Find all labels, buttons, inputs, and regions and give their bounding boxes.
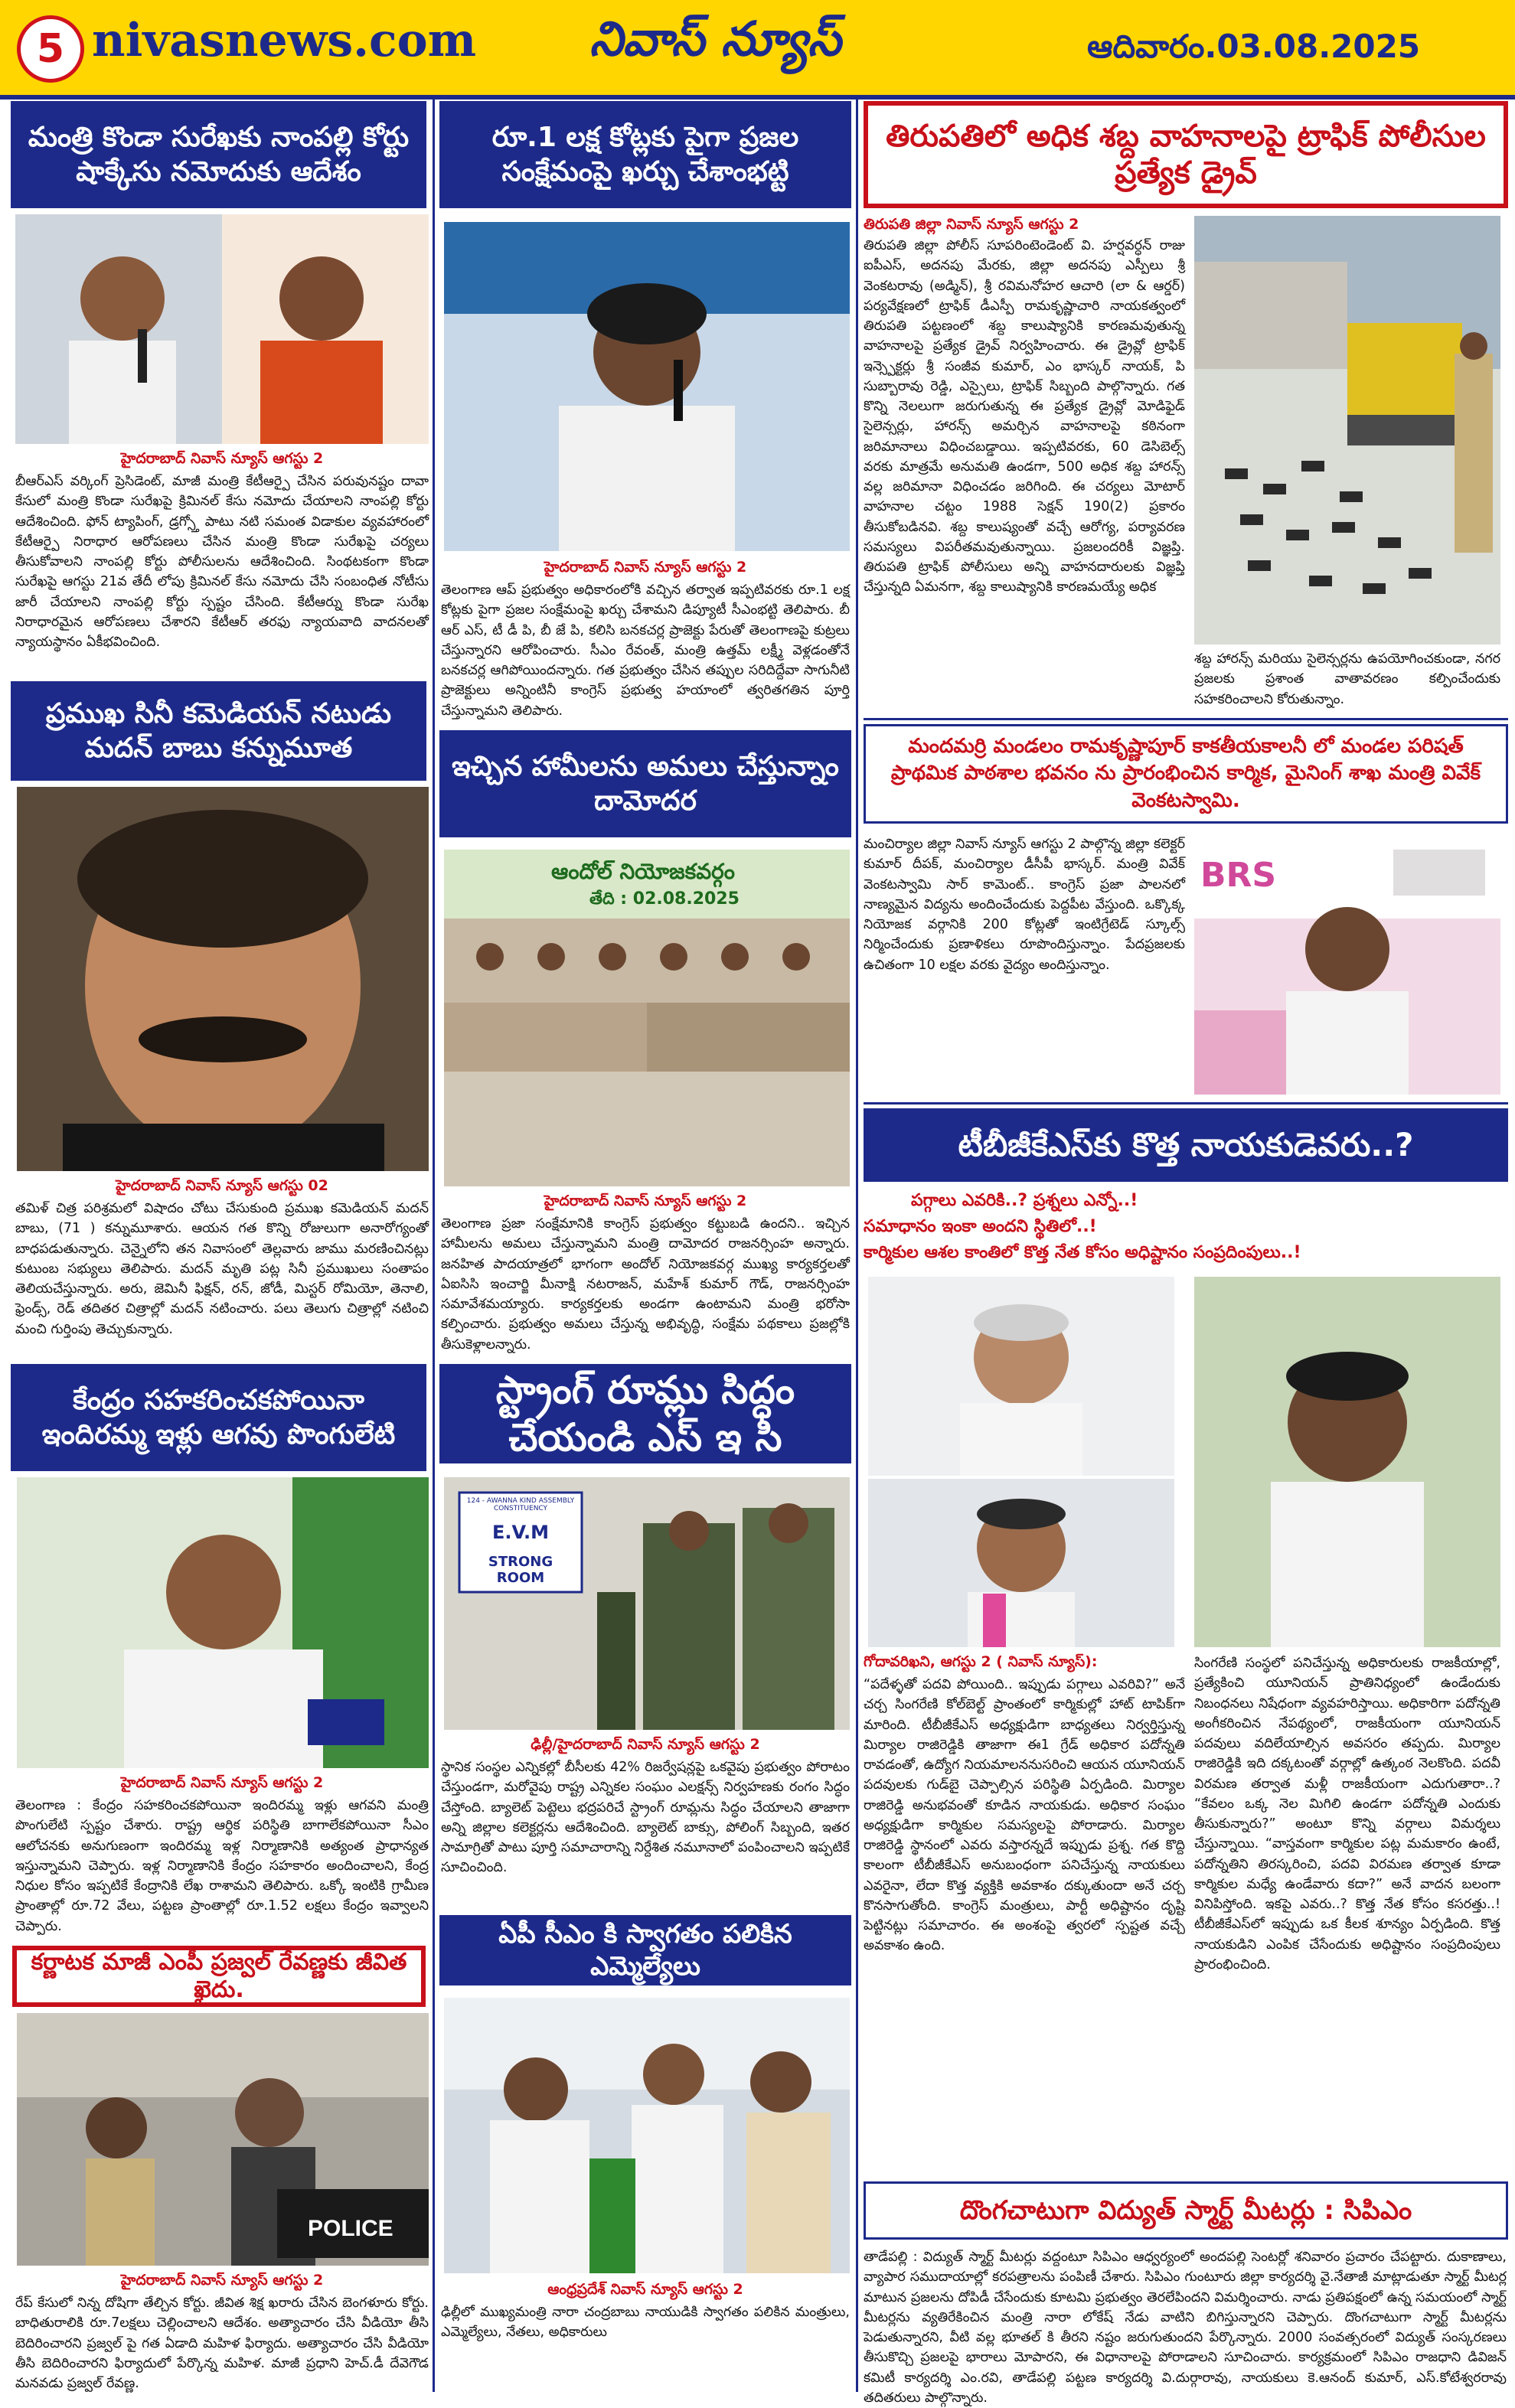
article-body: తమిళ్ చిత్ర పరిశ్రమలో విషాదం చోటు చేసుకుంది ప్రముఖ కమెడియన్ మదన్ బాబు, (71 ) కన్నుమూశారు. ఆయన గత కొన్ని రోజులుగా అనారోగ్యంతో బాధపడుతున్నారు. చెన్నైలోని తన నివాసంలో తెల్లవారు జాము మరణించినట్లు కుటుంబ సభ్యులు తెలిపారు. మదన్ మృతి పట్ల సినీ ప్రముఖులు సంతాపం తెలియచేస్తున్నారు. అరు, జెమినీ ఫిక్షన్, రన్, జోడీ, మిస్టర్ రోమియో, తెనాలి, ఫ్రెండ్స్, రెడ్ తదితర చిత్రాల్లో మదన్ నటించారు. పలు తెలుగు చిత్రాల్లో నటించి మంచి గుర్తింపు తెచ్చుకున్నారు. [15, 1201, 429, 1337]
meeting-banner-date: తేది : 02.08.2025 [589, 889, 740, 909]
headline-ponguleti[interactable]: కేంద్రం సహకరించకపోయినా ఇందిరమ్మ ఇళ్లు ఆగవు పొంగులేటి [11, 1364, 426, 1471]
photo-madan-babu [17, 787, 429, 1171]
headline-smart-meters[interactable]: దొంగచాటుగా విద్యుత్ స్మార్ట్ మీటర్లు : సిపిఎం [864, 2181, 1508, 2240]
article-body: “పదేళ్ళతో పదవి పోయింది.. ఇప్పుడు పగ్గాలు ఎవరివి?” అనే చర్చ సింగరేణి కోల్‌బెల్ట్ ప్రాంతంలో కార్మికుల్లో హాట్ టాపిక్‌గా మారింది. టీబీజీకేఎస్ అధ్యక్షుడిగా బాధ్యతలు నిర్వర్తిస్తున్న మిర్యాల రాజిరెడ్డికి తాజాగా ఈ1 గ్రేడ్ అధికార పదోన్నతి రావడంతో, ఉద్యోగ నియమాలననుసరించి ఆయన యూనియన్ పదవులకు గుడ్‌బై చెప్పాల్సిన పరిస్థితి ఏర్పడింది. మిర్యాల రాజిరెడ్డి అనుభవంతో కూడిన నాయకుడు. అధికార సంఘం అధ్యక్షుడిగా కార్మికుల సమస్యలపై పోరాడారు. మిర్యాల రాజిరెడ్డి స్థానంలో ఎవరు వస్తారన్నదే ఇప్పుడు ప్రశ్న. గత కొద్ది కాలంగా టీబీజీకేఎస్ అనుబంధంగా పనిచేస్తున్న నాయకులు ఎవరైనా, లేదా కొత్త వ్యక్తికి అవకాశం దక్కుతుందా అనే చర్చ కొనసాగుతోంది. కాంగ్రెస్ మంత్రులు, పార్టీ అధిష్టానం దృష్టి పెట్టినట్లు సమాచారం. ఈ అంశంపై త్వరలో స్పష్టత వచ్చే అవకాశం ఉంది. [864, 1677, 1185, 1954]
headline-bhatti[interactable]: రూ.1 లక్ష కోట్లకు పైగా ప్రజల సంక్షేమంపై ఖర్చు చేశాంభట్టి [439, 101, 851, 208]
article-body: సింగరేణి సంస్థలో పనిచేస్తున్న అధికారులకు రాజకీయాల్లో, ప్రత్యేకించి యూనియన్ ప్రాతినిధ్యంలో ఉండేందుకు నిబంధనలు నిషేధంగా వ్యవహరిస్తాయి. అధికారిగా పదోన్నతి అంగీకరించిన నేపథ్యంలో, రాజకీయంగా యూనియన్ పదవులు వదిలేయాల్సిన అవసరం తప్పదు. మిర్యాల రాజిరెడ్డికి ఇది దక్కటంతో వర్గాల్లో ఉత్కంఠ నెలకొంది. పదవీ విరమణ తర్వాత మళ్లీ రాజకీయంగా ఎదుగుతారా..? “కేవలం ఒక్క నెల మిగిలి ఉండగా పదోన్నతి ఎందుకు తీసుకున్నారు?” అంటూ కొన్ని వర్గాలు విమర్శలు చేస్తున్నాయి. “వాస్తవంగా కార్మికుల పట్ల మమకారం ఉంటే, పదోన్నతిని తిరస్కరించి, పదవి విరమణ తర్వాత కూడా కార్మికుల మధ్యే ఉండేవారు కదా?” అనే వాదన బలంగా వినిపిస్తోంది. ఇకపై ఎవరు..? కొత్త నేత కోసం కసరత్తు..! టీబీజీకేఎస్‌లో ఇప్పుడు ఒక కీలక శూన్యం ఏర్పడింది. కొత్త నాయకుడిని ఎంపిక చేసేందుకు అధిష్టానం సంప్రదింపులు ప్రారంభించింది. [1194, 1656, 1500, 1972]
headline-madan-babu[interactable]: ప్రముఖ సినీ కమెడియన్ నటుడు మదన్ బాబు కన్నుమూత [11, 681, 426, 781]
headline-vivek-school[interactable]: మందమర్రి మండలం రామకృష్ణాపూర్ కాకతీయకాలనీ లో మండల పరిషత్ ప్రాథమిక పాఠశాల భవనం ను ప్రారంభించిన కార్మిక, మైనింగ్ శాఖ మంత్రి వివేక్ వెంకటస్వామి. [864, 724, 1508, 824]
column-divider [433, 100, 435, 2392]
photo-leader-1 [868, 1277, 1174, 1476]
photo-leader-2 [868, 1479, 1174, 1647]
headline-strong-rooms[interactable]: స్ట్రాంగ్ రూమ్లు సిద్ధం చేయండి ఎస్ ఇ సి [439, 1364, 851, 1463]
headline-damodara[interactable]: ఇచ్చిన హామీలను అమలు చేస్తున్నాం దామోదర [439, 730, 851, 837]
headline-prajwal-revanna[interactable]: కర్ణాటక మాజీ ఎంపీ ప్రజ్వల్ రేవణ్ణకు జీవిత ఖైదు. [12, 1946, 426, 2007]
article-body: రేప్ కేసులో నిన్న దోషిగా తేల్చిన కోర్టు. జీవిత శిక్ష ఖరారు చేసిన బెంగళూరు కోర్టు. బాధితురాలికి రూ.7లక్షలు చెల్లించాలని ఆదేశం. అత్యాచారం చేసి వీడియో తీసి బెదిరించారని ప్రజ్వల్ పై గత ఏడాది మహిళ ఫిర్యాదు. అత్యాచారం చేసి వీడియో తీసి బెదిరించారని ఫిర్యాదులో పేర్కొన్న మహిళ. మాజీ ప్రధాని హెచ్.డీ దేవెగౌడ మనవడు ప్రజ్వల్ రేవణ్ణ. [15, 2295, 429, 2391]
photo-andole-meeting [444, 850, 850, 1186]
headline-tbgks-leader[interactable]: టీబీజీకేఎస్‌కు కొత్త నాయకుడెవరు..? [864, 1108, 1508, 1182]
room-sign-top: 124 - AWANNA KIND ASSEMBLY CONSTITUENCY [466, 1497, 575, 1512]
photo-leader-3 [1194, 1277, 1500, 1647]
issue-date: ఆదివారం.03.08.2025 [1087, 28, 1421, 65]
photo-caption: శబ్ద హారన్స్ మరియు సైలెన్సర్లను ఉపయోగించకుండా, నగర ప్రజలకు ప్రశాంత వాతావరణం కల్పించేందుకు సహకరించాలని కోరుతున్నాం. [1194, 651, 1500, 707]
dateline: తిరుపతి జిల్లా నివాస్ న్యూస్ ఆగస్టు 2 [864, 216, 1079, 233]
article-body: మంచిర్యాల జిల్లా నివాస్ న్యూస్ ఆగస్టు 2 పాల్గొన్న జిల్లా కలెక్టర్ కుమార్ దీపక్, మంచిర్యాల డీసీపీ భాస్కర్. మంత్రి వివేక్ వెంకటస్వామి సార్ కామెంట్.. కాంగ్రెస్ ప్రజా పాలనలో నాణ్యమైన విద్యను అందించేందుకు పెద్దపీట వేస్తుంది. ఒక్కొక్క నియోజక వర్గానికి 200 కోట్లతో ఇంటిగ్రేటెడ్ స్కూల్స్ నిర్మించేందుకు ప్రణాళికలు రూపొందిస్తున్నాం. పేదప్రజలకు ఉచితంగా 10 లక్షల వరకు వైద్యం అందిస్తున్నాం. [864, 837, 1185, 973]
headline-konda-surekha[interactable]: మంత్రి కొండా సురేఖకు నాంపల్లి కోర్టు షాక్కేసు నమోదుకు ఆదేశం [11, 101, 426, 208]
newspaper-brand: నివాస్ న్యూస్ [589, 11, 841, 67]
dateline: హైదరాబాద్ నివాస్ న్యూస్ ఆగస్టు 2 [544, 1193, 747, 1209]
page-number: 5 [17, 15, 84, 83]
dateline: హైదరాబాద్ నివాస్ న్యూస్ ఆగస్టు 02 [116, 1177, 328, 1194]
article-body: తెలంగాణ ప్రజా సంక్షేమానికి కాంగ్రెస్ ప్రభుత్వం కట్టుబడి ఉందని.. ఇచ్చిన హామీలను అమలు చేస్తున్నామని మంత్రి దామోదర రాజనర్సింహ అన్నారు. జనహిత పాదయాత్రలో భాగంగా అందోల్ నియోజకవర్గ ముఖ్య కార్యకర్తలతో ఏఐసిసి ఇంచార్జి మీనాక్షి నటరాజన్, మహేశ్ కుమార్ గౌడ్, రాజనర్సింహ సమావేశమయ్యారు. కార్యకర్తలకు అండగా ఉంటామని మంత్రి భరోసా కల్పించారు. ప్రభుత్వం అమలు చేస్తున్న అభివృద్ధి, సంక్షేమ పథకాలు ప్రజల్లోకి తీసుకెళ్లాలన్నారు. [441, 1216, 850, 1352]
dateline: హైదరాబాద్ నివాస్ న్యూస్ ఆగస్టు 2 [544, 559, 747, 576]
headline-ap-cm[interactable]: ఏపీ సీఎం కి స్వాగతం పలికిన ఎమ్మెల్యేలు [439, 1915, 851, 1985]
photo-prajwal [17, 2013, 429, 2266]
dateline: ఆంధ్రప్రదేశ్ నివాస్ న్యూస్ ఆగస్టు 2 [547, 2281, 743, 2298]
photo-bhatti [444, 222, 850, 551]
dateline: హైదరాబాద్ నివాస్ న్యూస్ ఆగస్టు 2 [120, 450, 324, 467]
site-name[interactable]: nivasnews.com [92, 14, 477, 67]
photo-ktr-surekha [15, 214, 429, 444]
room-sign-strong-room: STRONG ROOM [488, 1554, 553, 1586]
room-sign-evm: E.V.M [492, 1522, 549, 1543]
section-divider [864, 718, 1508, 720]
photo-ap-cm [444, 1998, 850, 2273]
meeting-banner: ఆందోల్ నియోజకవర్గం [551, 859, 735, 884]
photo-vivek [1194, 834, 1500, 1095]
party-banner: BRS [1200, 856, 1277, 895]
article-body: తాడేపల్లి : విద్యుత్ స్మార్ట్ మీటర్లు వద్దంటూ సిపిఎం ఆధ్వర్యంలో అందపల్లి సెంటర్లో శనివారం ప్రచారం చేపట్టారు. దుకాణాలు, వ్యాపార సముదాయాల్లో కరపత్రాలను పంపిణీ చేశారు. సిపిఎం గుంటూరు జిల్లా కార్యదర్శి వై.నేతాజీ మాట్లాడుతూ స్మార్ట్ మీటర్ల మాటున ప్రజలను దోపిడీ చేసేందుకు కూటమి ప్రభుత్వం తెరలేపిందని విమర్శించారు. నాడు ప్రతిపక్షంలో ఉన్న సమయంలో స్మార్ట్ మీటర్లను వ్యతిరేకించిన మంత్రి నారా లోకేష్ నేడు వాటిని బిగిస్తున్నారని చెప్పారు. దొంగచాటుగా స్మార్ట్ మీటర్లను పెడుతున్నారని, వీటి వల్ల భూతల్ కి తీరని నష్టం జరుగుతుందని పేర్కొన్నారు. 2000 సంవత్సరంలో విద్యుత్ సంస్కరణలు తీసుకొచ్చి ప్రజలపై భారాలు మోపారని, ఈ విధానాలపై పోరాడాలని సూచించారు. కార్యక్రమంలో సిపిఎం రాజధాని డివిజన్ కమిటీ కార్యదర్శి ఎం.రవి, తాడేపల్లి పట్టణ కార్యదర్శి వి.దుర్గారావు, నాయకులు కె.ఆనంద్ కుమార్, ఎస్.కోటేశ్వరరావు తదితరులు పాల్గొన్నారు. [864, 2250, 1507, 2406]
dateline: హైదరాబాద్ నివాస్ న్యూస్ ఆగస్టు 2 [120, 1774, 324, 1791]
dateline: గోదావరిఖని, ఆగస్టు 2 ( నివాస్ న్యూస్): [864, 1653, 1098, 1670]
dateline: ఢిల్లీ/హైదరాబాద్ నివాస్ న్యూస్ ఆగస్టు 2 [531, 1736, 760, 1753]
section-divider [864, 1102, 1508, 1104]
photo-strong-room [444, 1477, 850, 1730]
photo-silencers-crushed [1194, 216, 1500, 644]
article-body: ఢిల్లీలో ముఖ్యమంత్రి నారా చంద్రబాబు నాయుడికి స్వాగతం పలికిన మంత్రులు, ఎమ్మెల్యేలు, నేతలు, అధికారులు [441, 2305, 850, 2341]
column-divider [856, 100, 858, 2392]
dateline: హైదరాబాద్ నివాస్ న్యూస్ ఆగస్టు 2 [120, 2272, 324, 2289]
article-body: బీఆర్ఎస్ వర్కింగ్ ప్రెసిడెంట్, మాజీ మంత్రి కేటీఆర్పై చేసిన పరువునష్టం దావా కేసులో మంత్రి కొండా సురేఖపై క్రిమినల్ కేసు నమోదు చేయాలని నాంపల్లి కోర్టు ఆదేశించింది. ఫోన్ ట్యాపింగ్, డ్రగ్స్తో పాటు నటి సమంత విడాకుల వ్యవహారంలో కేటీఆర్పై నిరాధార ఆరోపణలు చేసిన మంత్రి కొండా సురేఖపై చర్యలు తీసుకోవాలని నాంపల్లి కోర్టు పోలీసులను ఆదేశించింది. సింథటకంగా కొండా సురేఖపై ఆగస్టు 21వ తేదీ లోపు క్రిమినల్ కేసు నమోదు చేసి సంబంధిత నోటీసు జారీ చేయాలని నాంపల్లి కోర్టు స్పష్టం చేసింది. కేటీఆర్ను కొండా సురేఖ నిరాధారమైన ఆరోపణలు చేశారని కేటీఆర్ తరఫు న్యాయవాది వాదనలతో న్యాయస్థానం ఏకీభవించింది. [15, 474, 429, 650]
headline-tirupati-traffic[interactable]: తిరుపతిలో అధిక శబ్ద వాహనాలపై ట్రాఫిక్ పోలీసుల ప్రత్యేక డ్రైవ్ [864, 101, 1508, 208]
article-body: స్థానిక సంస్థల ఎన్నికల్లో బీసీలకు 42% రిజర్వేషన్లపై ఒకవైపు ప్రభుత్వం పోరాటం చేస్తుండగా, మరోవైపు రాష్ట్ర ఎన్నికల సంఘం ఎలక్షన్స్ నిర్వహణకు రంగం సిద్ధం చేస్తోంది. బ్యాలెట్ పెట్టెలు భద్రపరిచే స్ట్రాంగ్ రూమ్లను సిద్ధం చేయాలని తాజాగా అన్ని జిల్లాల కలెక్టర్లను ఆదేశించింది. బ్యాలెట్ బాక్సు, పోలింగ్ సిబ్బంది, ఇతర సామాగ్రితో పాటు పూర్తి సమాచారాన్ని నిర్దేశిత నమూనాలో పంపించాలని ఇప్పటికే సూచించింది. [441, 1760, 850, 1876]
photo-ponguleti [17, 1477, 429, 1768]
subhead: కార్మికుల ఆశల కాంతిలో కొత్త నేత కోసం అధిష్టానం సంప్రదింపులు..! [864, 1243, 1301, 1262]
article-body: తెలంగాణ : కేంద్రం సహకరించకపోయినా ఇందిరమ్మ ఇళ్లు ఆగవని మంత్రి పొంగులేటి స్పష్టం చేశారు. రాష్ట్ర ఆర్థిక పరిస్థితి బాగాలేకపోయినా సీఎం ఆలోచనకు అనుగుణంగా ఇందిరమ్మ ఇళ్ల నిర్మాణానికి అత్యంత ప్రాధాన్యత ఇస్తున్నామని చెప్పారు. ఇళ్ల నిర్మాణానికి కేంద్రం సహకారం అందించాలని, కేంద్ర నిధుల కోసం ఇప్పటికే కేంద్రానికి లేఖ రాశామని తెలిపారు. ఒక్కో ఇంటికి గ్రామీణ ప్రాంతాల్లో రూ.72 వేలు, పట్టణ ప్రాంతాల్లో రూ.1.52 లక్షలు కేంద్రం ఇవ్వాలని చెప్పారు. [15, 1798, 429, 1934]
subhead: సమాధానం ఇంకా అందని స్థితిలో..! [864, 1217, 1097, 1236]
article-body: తెలంగాణ ఆప్ ప్రభుత్వం అధికారంలోకి వచ్చిన తర్వాత ఇప్పటివరకు రూ.1 లక్ష కోట్లకు పైగా ప్రజల సంక్షేమంపై ఖర్చు చేశామని డిప్యూటీ సీఎంభట్టి తెలిపారు. బీ ఆర్ ఎస్, టీ డీ పి, బీ జే పి, కలిసి బనకచర్ల ప్రాజెక్టు పేరుతో తెలంగాణపై కుట్రలు చేస్తున్నారని ఆరోపించారు. సీఎం రేవంత్, మంత్రి ఉత్తమ్ లక్ష్మీ వెళ్లడంతోనే బనకచర్ల ఆగిపోయిందన్నారు. గత ప్రభుత్వం చేసిన తప్పుల సరిదిద్దేవా సాగునీటి ప్రాజెక్టులు అన్నింటినీ కాంగ్రెస్ ప్రభుత్వ హయాంలో త్వరితగతిన పూర్తి చేస్తున్నామని తెలిపారు. [441, 582, 850, 719]
article-body: తిరుపతి జిల్లా పోలీస్ సూపరింటెండెంట్ వి. హర్షవర్ధన్ రాజు ఐపీఎస్, అదనపు మేరకు, జిల్లా అదనపు ఎస్పీలు శ్రీ వెంకటరావు (అడ్మిన్), శ్రీ రవిమనోహర ఆచారి (లా & ఆర్డర్) పర్యవేక్షణలో ట్రాఫిక్ డీఎస్పీ రామకృష్ణాచారి నాయకత్వంలో తిరుపతి పట్టణంలో శబ్ద కాలుష్యానికి కారణమవుతున్న వాహనాలపై ప్రత్యేక డ్రైవ్ నిర్వహించారు. ఈ డ్రైవ్లో ట్రాఫిక్ ఇన్స్పెక్టర్లు శ్రీ సంజీవ కుమార్, ఎం భాస్కర్ నాయక్, పి సుబ్బారావు రెడ్డి, ఎస్సైలు, ట్రాఫిక్ సిబ్బంది పాల్గొన్నారు. గత కొన్ని నెలలుగా జరుగుతున్న ఈ ప్రత్యేక డ్రైవ్లో మోడిఫైడ్ సైలెన్సర్లు, హారన్స్ అమర్చిన వాహనాలపై కఠినంగా జరిమానాలు విధించబడ్డాయి. ఇప్పటివరకు, 60 డెసిబెల్స్ వరకు మాత్రమే అనుమతి ఉండగా, 500 అధిక శబ్ద హారన్స్ వల్ల జరిమానా విధించడం జరిగింది. ఈ చర్యలు మోటార్ వాహనాల చట్టం 1988 సెక్షన్ 190(2) ప్రకారం తీసుకోబడినవి. శబ్ద కాలుష్యంతో వచ్చే ఆరోగ్య, పర్యావరణ సమస్యలు విపరీతమవుతున్నాయి. ప్రజలందరికీ విజ్ఞప్తి. తిరుపతి ట్రాఫిక్ పోలీసులు అన్ని వాహనదారులకు విజ్ఞప్తి చేస్తున్నది ఏమనగా, శబ్ద కాలుష్యానికి కారణమయ్యే అధిక [864, 238, 1185, 595]
subhead: పగ్గాలు ఎవరికి..? ప్రశ్నలు ఎన్నో..! [911, 1191, 1138, 1210]
police-sign: POLICE [308, 2216, 393, 2241]
